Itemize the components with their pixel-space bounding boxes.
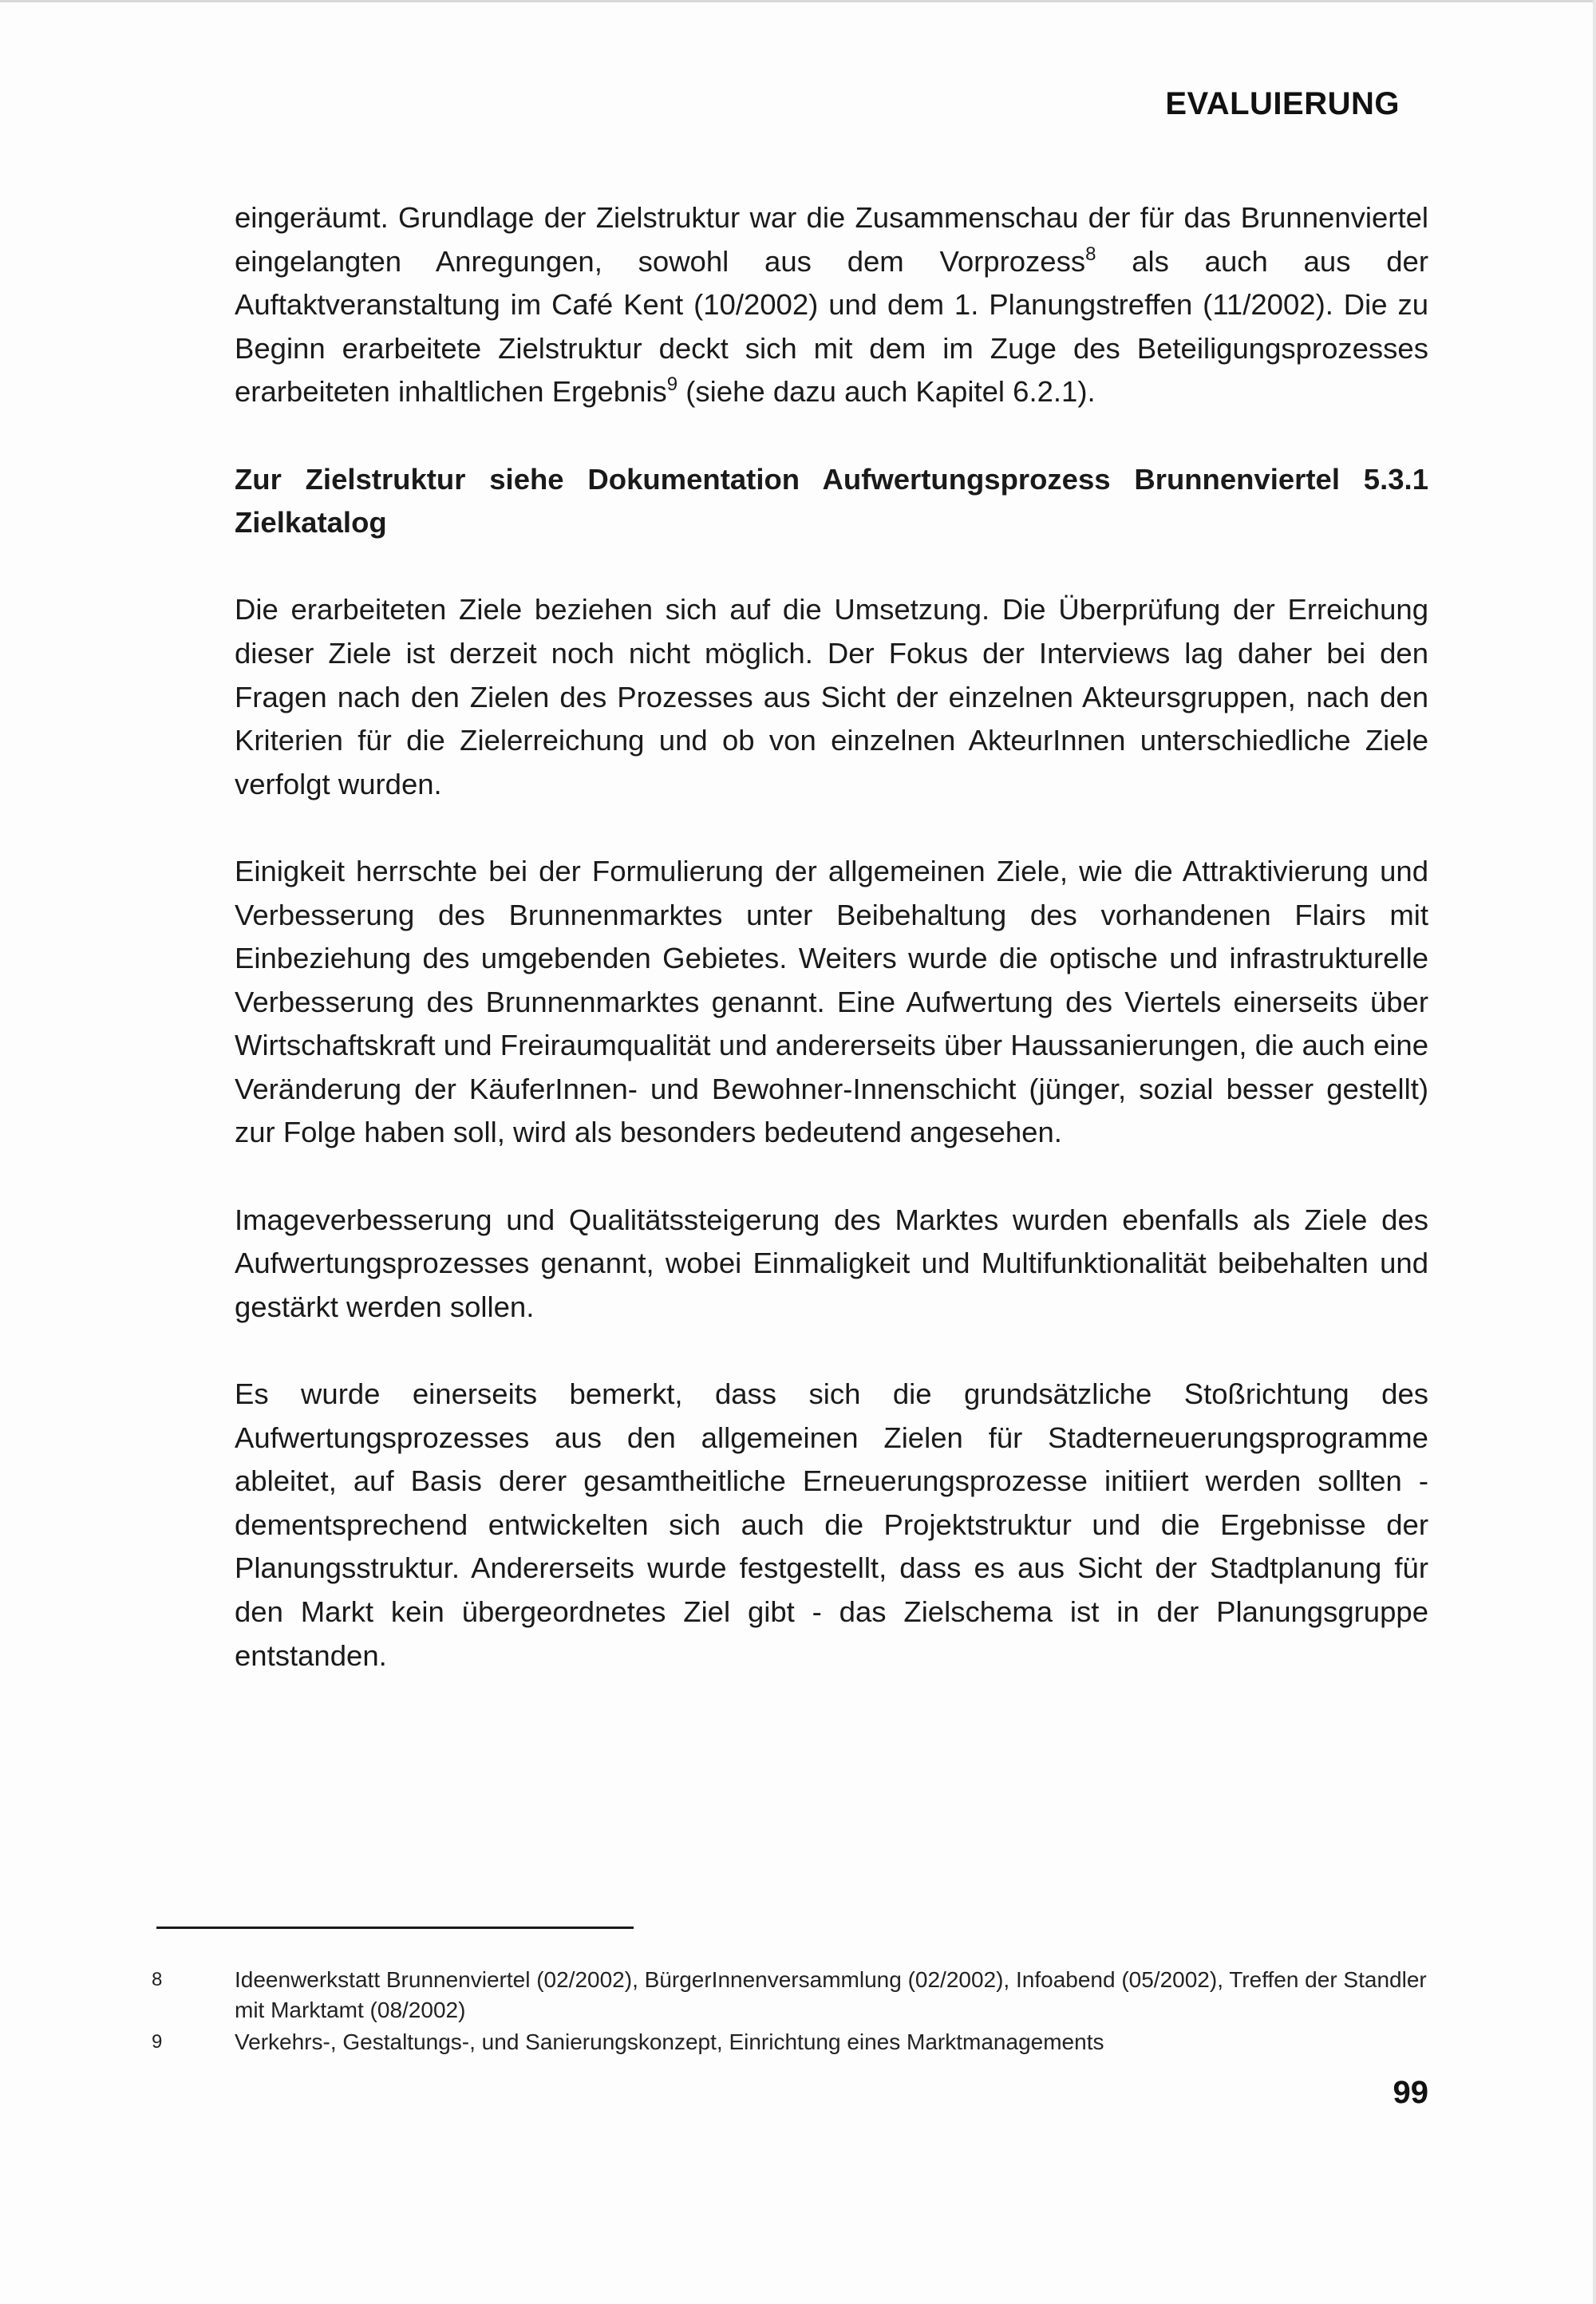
paragraph-4: Einigkeit herrschte bei der Formulierung der allgemeinen Ziele, wie die Attraktivierung und Verbesserung des Brunnenmarktes unter Beibehaltung des vorhandenen Flairs mit Einbeziehung des umgebenden Gebietes. Weiters wurde die optische und infrastrukturelle Verbesserung des Brunnenmarktes genannt. Eine Aufwertung des Viertels einerseits über Wirtschaftskraft und Freiraumqualität und andererseits über Haussanierungen, die auch eine Veränderung der KäuferInnen- und Bewohner-Innenschicht (jünger, sozial besser gestellt) zur Folge haben soll, wird als besonders bedeutend angesehen.: [235, 854, 1428, 1149]
footnote-text: Verkehrs-, Gestaltungs-, und Sanierungskonzept, Einrichtung eines Marktmanagements: [235, 2029, 1104, 2054]
footnote-ref-9: 9: [666, 373, 678, 396]
footnote-number: 8: [152, 1969, 163, 1990]
footnote-number: 9: [152, 2031, 163, 2053]
paragraph-5: Imageverbesserung und Qualitätssteigerung des Marktes wurden ebenfalls als Ziele des Aufwertungsprozesses genannt, wobei Einmaligkeit und Multifunktionalität beibehalten und gestärkt werden sollen.: [235, 1203, 1428, 1323]
footnote-ref-8: 8: [1085, 243, 1096, 265]
footnotes: [152, 1965, 1428, 2059]
footnote-divider: [156, 1927, 634, 1929]
page-number: 99: [1393, 2075, 1428, 2110]
scan-edge-right: [1593, 0, 1596, 2304]
scan-edge-top: [0, 0, 1596, 2]
running-header: EVALUIERUNG: [1165, 86, 1400, 121]
footnote-text: Ideenwerkstatt Brunnenviertel (02/2002), BürgerInnenversammlung (02/2002), Infoabend (05/2002), Treffen der Standler mit Marktamt (08/2002): [235, 1967, 1427, 2022]
paragraph-6: Es wurde einerseits bemerkt, dass sich die grundsätzliche Stoßrichtung des Aufwertungsprozesses aus den allgemeinen Zielen für Stadterneuerungsprogramme ableitet, auf Basis derer gesamtheitliche Erneuerungsprozesse initiiert werden sollten - dementsprechend entwickelten sich auch die Projektstruktur und die Ergebnisse der Planungsstruktur. Andererseits wurde festgestellt, dass es aus Sicht der Stadtplanung für den Markt kein übergeordnetes Ziel gibt - das Zielschema ist in der Planungsgruppe entstanden.: [235, 1377, 1428, 1672]
footnote-9: [152, 2027, 1428, 2057]
body-text: [235, 196, 1428, 1721]
paragraph-3: Die erarbeiteten Ziele beziehen sich auf die Umsetzung. Die Überprüfung der Erreichung dieser Ziele ist derzeit noch nicht möglich. Der Fokus der Interviews lag daher bei den Fragen nach den Zielen des Prozesses aus Sicht der einzelnen Akteursgruppen, nach den Kriterien für die Zielerreichung und ob von einzelnen AkteurInnen unterschiedliche Ziele verfolgt wurden.: [235, 593, 1428, 800]
reference-note: Zur Zielstruktur siehe Dokumentation Aufwertungsprozess Brunnenviertel 5.3.1 Zielkatalog: [235, 462, 1428, 539]
footnote-8: [152, 1965, 1428, 2025]
paragraph-1: eingeräumt. Grundlage der Zielstruktur war die Zusammenschau der für das Brunnenviertel eingelangten Anregungen, sowohl aus dem Vorprozess$^8$ als auch aus der Auftaktveranstaltung im Café Kent (10/2002) und dem 1. Planungstreffen (11/2002). Die zu Beginn erarbeitete Zielstruktur deckt sich mit dem im Zuge des Beteiligungsprozesses erarbeiteten inhaltlichen Ergebnis$^9$ (siehe dazu auch Kapitel 6.2.1).: [235, 201, 1428, 409]
